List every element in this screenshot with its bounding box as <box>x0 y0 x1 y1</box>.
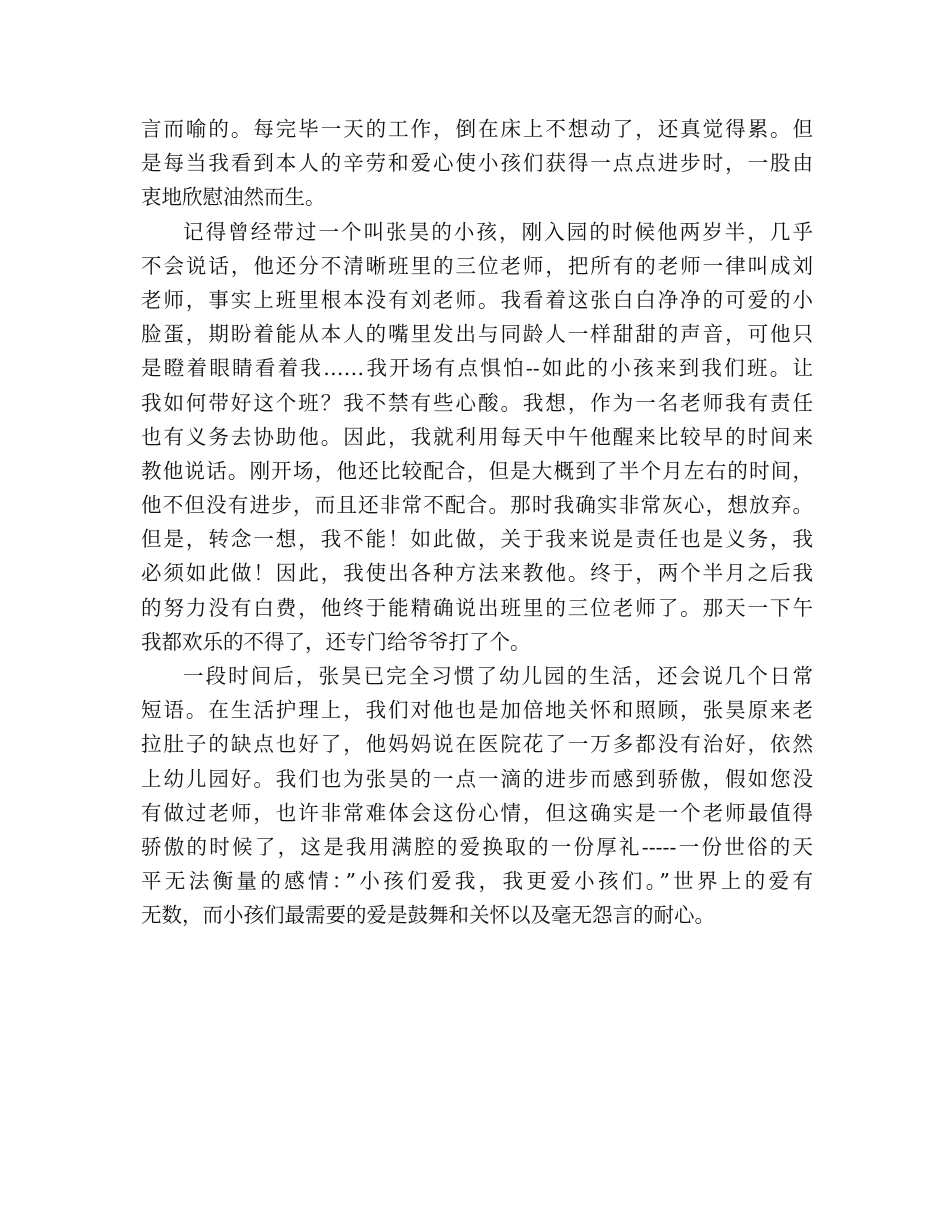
text-line: 无数，而小孩们最需要的爱是鼓舞和关怀以及毫无怨言的耐心。 <box>141 903 715 928</box>
text-line: 有做过老师，也许非常难体会这份心情，但这确实是一个老师最值得 <box>141 800 813 825</box>
text-line: 是瞪着眼睛看着我……我开场有点惧怕--如此的小孩来到我们班。让 <box>141 356 813 381</box>
text-line: 平无法衡量的感情：”小孩们爱我，我更爱小孩们。”世界上的爱有 <box>141 869 813 894</box>
text-line: 衷地欣慰油然而生。 <box>141 185 326 210</box>
text-line: 短语。在生活护理上，我们对他也是加倍地关怀和照顾，张昊原来老 <box>141 698 813 723</box>
text-line: 但是，转念一想，我不能！如此做，关于我来说是责任也是义务，我 <box>141 527 813 552</box>
text-line: 我如何带好这个班？我不禁有些心酸。我想，作为一名老师我有责任 <box>141 390 813 415</box>
text-line: 教他说话。刚开场，他还比较配合，但是大概到了半个月左右的时间， <box>141 458 813 483</box>
text-line: 是每当我看到本人的辛劳和爱心使小孩们获得一点点进步时，一股由 <box>141 151 813 176</box>
text-line: 不会说话，他还分不清晰班里的三位老师，把所有的老师一律叫成刘 <box>141 253 813 278</box>
text-line: 他不但没有进步，而且还非常不配合。那时我确实非常灰心，想放弃。 <box>141 493 813 518</box>
paragraph <box>141 112 813 215</box>
text-line: 骄傲的时候了，这是我用满腔的爱换取的一份厚礼-----一份世俗的天 <box>141 834 813 859</box>
text-line: 的努力没有白费，他终于能精确说出班里的三位老师了。那天一下午 <box>141 595 813 620</box>
text-line: 也有义务去协助他。因此，我就利用每天中午他醒来比较早的时间来 <box>141 424 813 449</box>
text-line: 脸蛋，期盼着能从本人的嘴里发出与同龄人一样甜甜的声音，可他只 <box>141 322 813 347</box>
paragraph <box>141 215 813 659</box>
text-line: 必须如此做！因此，我使出各种方法来教他。终于，两个半月之后我 <box>141 561 813 586</box>
text-line: 我都欢乐的不得了，还专门给爷爷打了个。 <box>141 629 531 654</box>
text-line: 上幼儿园好。我们也为张昊的一点一滴的进步而感到骄傲，假如您没 <box>141 766 813 791</box>
text-line: 老师，事实上班里根本没有刘老师。我看着这张白白净净的可爱的小 <box>141 287 813 312</box>
text-line: 言而喻的。每完毕一天的工作，倒在床上不想动了，还真觉得累。但 <box>141 117 813 141</box>
document-body <box>141 112 813 933</box>
text-line: 拉肚子的缺点也好了，他妈妈说在医院花了一万多都没有治好，依然 <box>141 732 813 757</box>
text-line: 记得曾经带过一个叫张昊的小孩，刚入园的时候他两岁半，几乎 <box>183 219 813 244</box>
paragraph <box>141 659 813 933</box>
text-line: 一段时间后，张昊已完全习惯了幼儿园的生活，还会说几个日常 <box>183 664 813 688</box>
